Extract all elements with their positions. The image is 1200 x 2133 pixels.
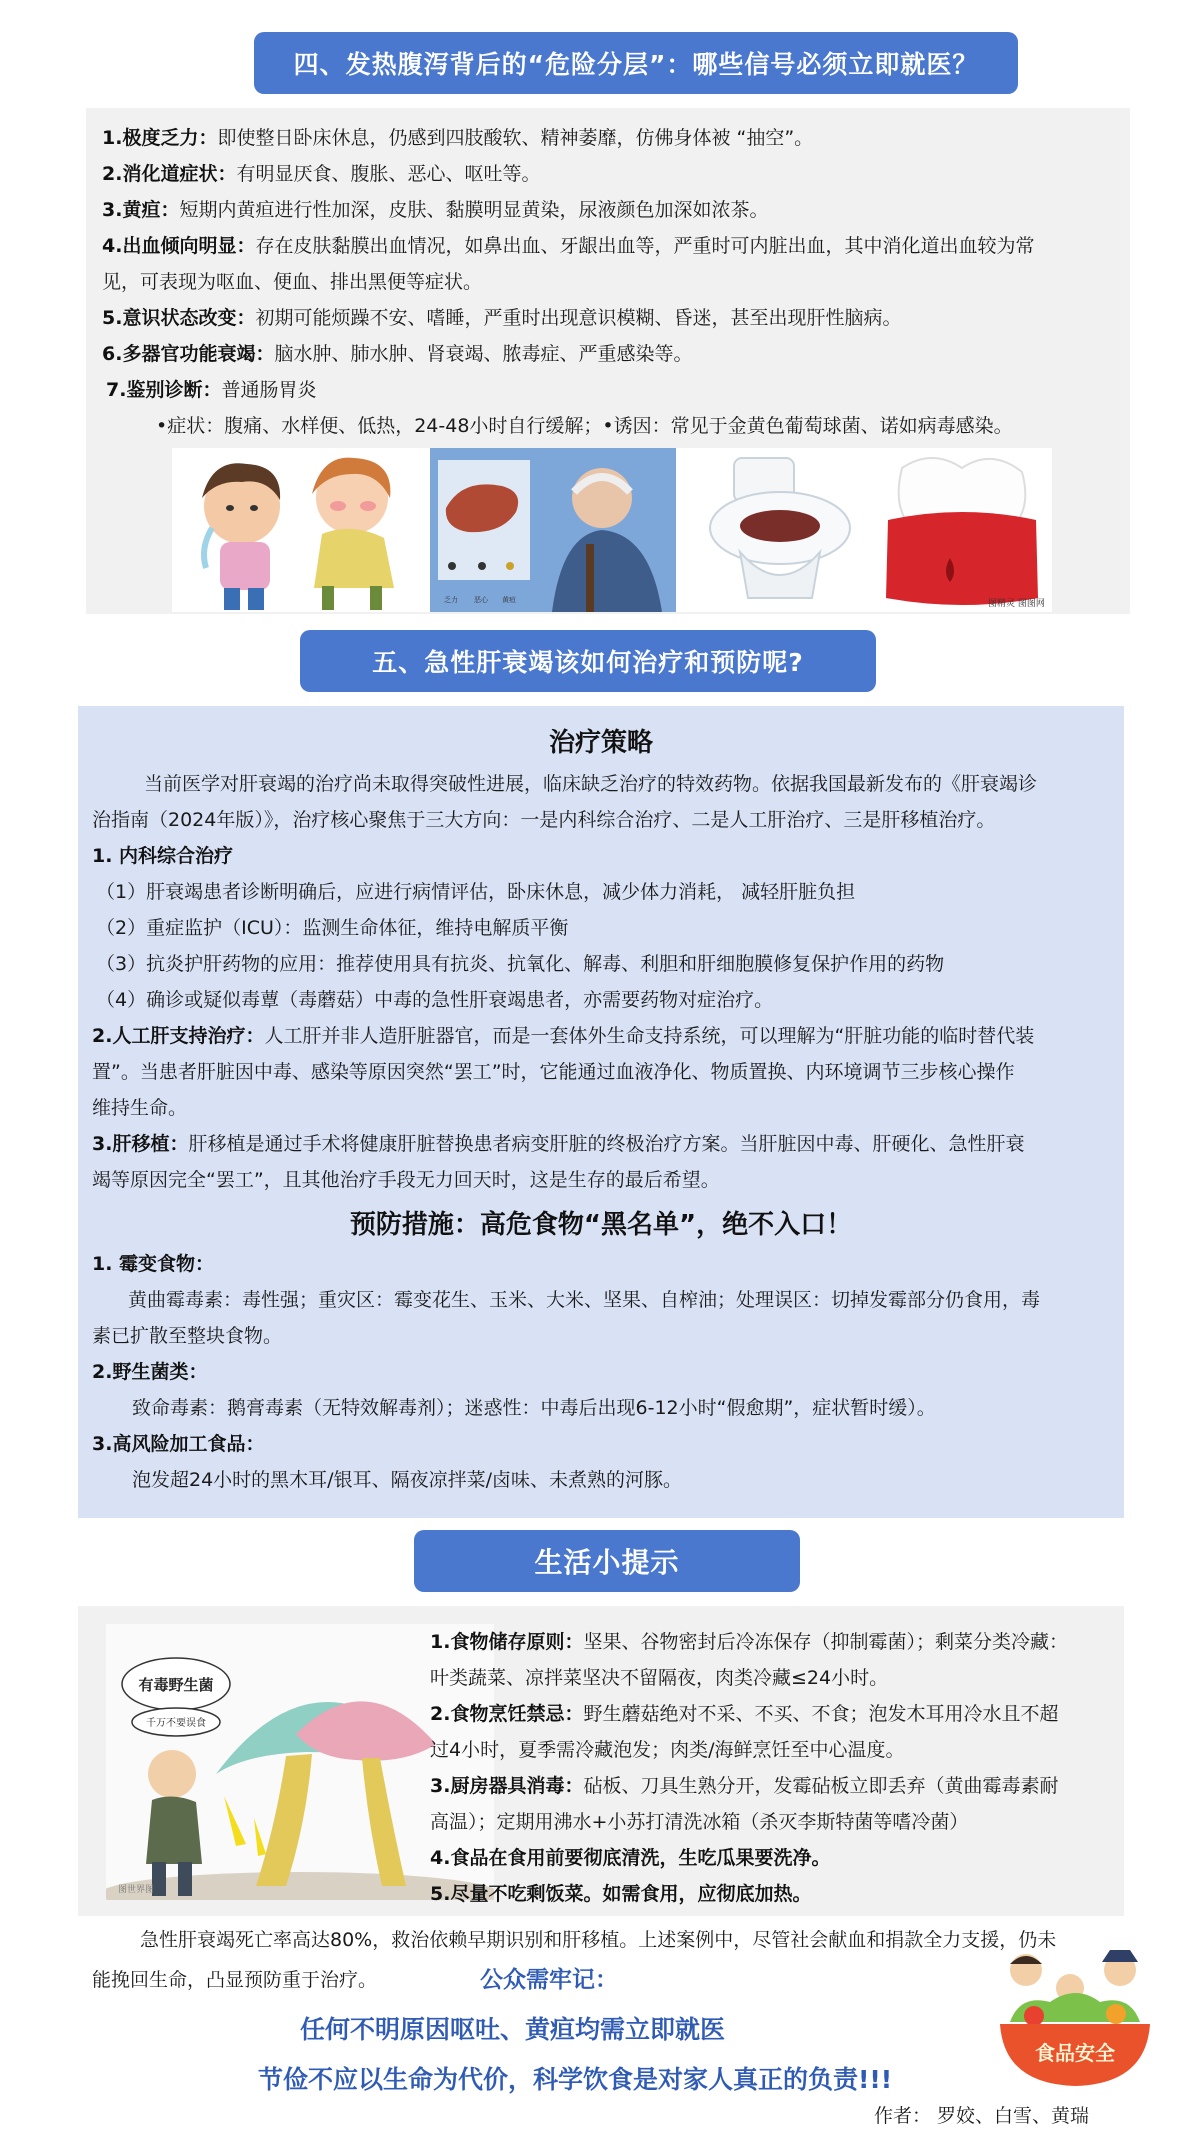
remember-line-2: 节俭不应以生命为代价，科学饮食是对家人真正的负责!!!: [258, 2065, 893, 2094]
medical-item-1: （1）肝衰竭患者诊断明确后，应进行病情评估，卧床休息，减少体力消耗， 减轻肝脏负担: [96, 881, 856, 903]
processed-food-1: 泡发超24小时的黑木耳/银耳、隔夜凉拌菜/卤味、未煮熟的河豚。: [132, 1469, 682, 1491]
medical-item-4: （4）确诊或疑似毒蕈（毒蘑菇）中毒的急性肝衰竭患者，亦需要药物对症治疗。: [96, 989, 774, 1011]
symptom-3: 3.黄疸：短期内黄疸进行性加深，皮肤、黏膜明显黄染，尿液颜色加深如浓茶。: [102, 199, 769, 221]
treatment-title: 治疗策略: [548, 728, 653, 758]
section4-panel: [86, 108, 1130, 614]
summary-line-1: 急性肝衰竭死亡率高达80%，救治依赖早期识别和肝移植。上述案例中，尽管社会献血和捐款全力支援，仍未: [140, 1929, 1057, 1951]
diagnosis-note: •症状：腹痛、水样便、低热，24-48小时自行缓解；•诱因：常见于金黄色葡萄球菌、诺如病毒感染。: [156, 415, 1013, 437]
processed-food-heading: 3.高风险加工食品：: [92, 1433, 265, 1455]
section5-panel: [78, 706, 1124, 1518]
author-line: 作者： 罗姣、白雪、黄瑞: [874, 2105, 1090, 2127]
section5-title: 五、急性肝衰竭该如何治疗和预防呢?: [372, 648, 804, 677]
treatment-intro-1: 当前医学对肝衰竭的治疗尚未取得突破性进展，临床缺乏治疗的特效药物。依据我国最新发布的《肝衰竭诊: [144, 773, 1038, 795]
symptom-illustrations: [172, 448, 1052, 612]
tip-1-cont: 叶类蔬菜、凉拌菜坚决不留隔夜，肉类冷藏≤24小时。: [430, 1667, 889, 1689]
bubble-text-1: 有毒野生菌: [138, 1676, 214, 1694]
moldy-food-2: 素已扩散至整块食物。: [92, 1325, 283, 1347]
medical-item-2: （2）重症监护（ICU）：监测生命体征，维持电解质平衡: [96, 917, 569, 939]
symptom-4: 4.出血倾向明显：存在皮肤黏膜出血情况，如鼻出血、牙龈出血等，严重时可内脏出血，其中消化道出血较为常: [102, 235, 1035, 257]
bleeding-gum-illustration: [886, 458, 1038, 605]
tip-3-cont: 高温）；定期用沸水+小苏打清洗冰箱（杀灭李斯特菌等嗜冷菌）: [430, 1811, 969, 1833]
tips-panel: [78, 1606, 1124, 1916]
vomiting-child-illustration: [202, 463, 280, 610]
sick-girl-illustration: [312, 458, 394, 610]
liver-label-3: 黄疸: [502, 596, 516, 604]
symptom-2: 2.消化道症状：有明显厌食、腹胀、恶心、呕吐等。: [102, 163, 541, 185]
image-caption: 图精灵 图图网: [988, 599, 1045, 609]
moldy-food-heading: 1. 霉变食物：: [92, 1253, 215, 1275]
tip-5: 5.尽量不吃剩饭菜。如需食用，应彻底加热。: [430, 1883, 812, 1905]
badge-text: 食品安全: [1035, 2041, 1115, 2065]
summary-line-2: 能挽回生命，凸显预防重于治疗。: [92, 1969, 378, 1991]
symptom-4-cont: 见，可表现为呕血、便血、排出黑便等症状。: [102, 271, 483, 293]
symptom-5: 5.意识状态改变：初期可能烦躁不安、嗜睡，严重时出现意识模糊、昏迷，甚至出现肝性脑病。: [102, 307, 902, 329]
artificial-liver-2: 置”。当患者肝脏因中毒、感染等原因突然“罢工”时，它能通过血液净化、物质置换、内环境调节三步核心操作: [92, 1061, 1015, 1083]
remember-heading: 公众需牢记：: [480, 1967, 618, 1993]
tip-4: 4.食品在食用前要彻底清洗，生吃瓜果要洗净。: [430, 1847, 831, 1869]
wild-mushroom-1: 致命毒素：鹅膏毒素（无特效解毒剂）；迷惑性：中毒后出现6-12小时“假愈期”，症状暂时缓）。: [132, 1397, 936, 1419]
symptom-6: 6.多器官功能衰竭：脑水肿、肺水肿、肾衰竭、脓毒症、严重感染等。: [102, 343, 693, 365]
tip-2: 2.食物烹饪禁忌：野生蘑菇绝对不采、不买、不食；泡发木耳用冷水且不超: [430, 1703, 1059, 1725]
liver-transplant: 3.肝移植：肝移植是通过手术将健康肝脏替换患者病变肝脏的终极治疗方案。当肝脏因中毒、肝硬化、急性肝衰: [92, 1133, 1025, 1155]
medical-treatment-heading: 1. 内科综合治疗: [92, 845, 234, 867]
symptom-1: 1.极度乏力：即使整日卧床休息，仍感到四肢酸软、精神萎靡，仿佛身体被 “抽空”。: [102, 127, 814, 149]
liver-transplant-2: 竭等原因完全“罢工”，且其他治疗手段无力回天时，这是生存的最后希望。: [92, 1169, 720, 1191]
section4-title: 四、发热腹泻背后的“危险分层”：哪些信号必须立即就医？: [293, 50, 979, 79]
wild-mushroom-heading: 2.野生菌类：: [92, 1361, 208, 1383]
tip-1: 1.食物储存原则：坚果、谷物密封后冷冻保存（抑制霉菌）；剩菜分类冷藏：: [430, 1631, 1068, 1653]
tip-2-cont: 过4小时，夏季需冷藏泡发；肉类/海鲜烹饪至中心温度。: [430, 1739, 905, 1761]
toilet-bloody-stool-illustration: [710, 458, 850, 598]
tips-title: 生活小提示: [534, 1546, 680, 1579]
prevention-title: 预防措施：高危食物“黑名单”，绝不入口！: [349, 1210, 853, 1240]
symptom-7: 7.鉴别诊断：普通肠胃炎: [106, 379, 317, 401]
tips-title-banner: [414, 1530, 800, 1592]
treatment-intro-2: 治指南（2024年版）》，治疗核心聚焦于三大方向：一是内科综合治疗、二是人工肝治疗、三是肝移植治疗。: [92, 809, 996, 831]
food-safety-badge: [990, 1944, 1160, 2094]
liver-label-2: 恶心: [474, 596, 488, 604]
artificial-liver: 2.人工肝支持治疗：人工肝并非人造肝脏器官，而是一套体外生命支持系统，可以理解为“肝脏功能的临时替代装: [92, 1025, 1035, 1047]
artificial-liver-3: 维持生命。: [92, 1097, 188, 1119]
section5-title-banner: [300, 630, 876, 692]
section4-title-banner: [254, 32, 1018, 94]
moldy-food-1: 黄曲霉毒素：毒性强；重灾区：霉变花生、玉米、大米、坚果、自榨油；处理误区：切掉发霉部分仍食用，毒: [128, 1289, 1041, 1311]
tip-3: 3.厨房器具消毒：砧板、刀具生熟分开，发霉砧板立即丢弃（黄曲霉毒素耐: [430, 1775, 1059, 1797]
remember-line-1: 任何不明原因呕吐、黄疸均需立即就医: [300, 2015, 726, 2044]
medical-item-3: （3）抗炎护肝药物的应用：推荐使用具有抗炎、抗氧化、解毒、利胆和肝细胞膜修复保护作用的药物: [96, 953, 945, 975]
liver-label-1: 乏力: [444, 596, 458, 604]
illustration-caption: 图世界图: [118, 1885, 155, 1895]
bubble-text-2: 千万不要误食: [146, 1718, 206, 1729]
